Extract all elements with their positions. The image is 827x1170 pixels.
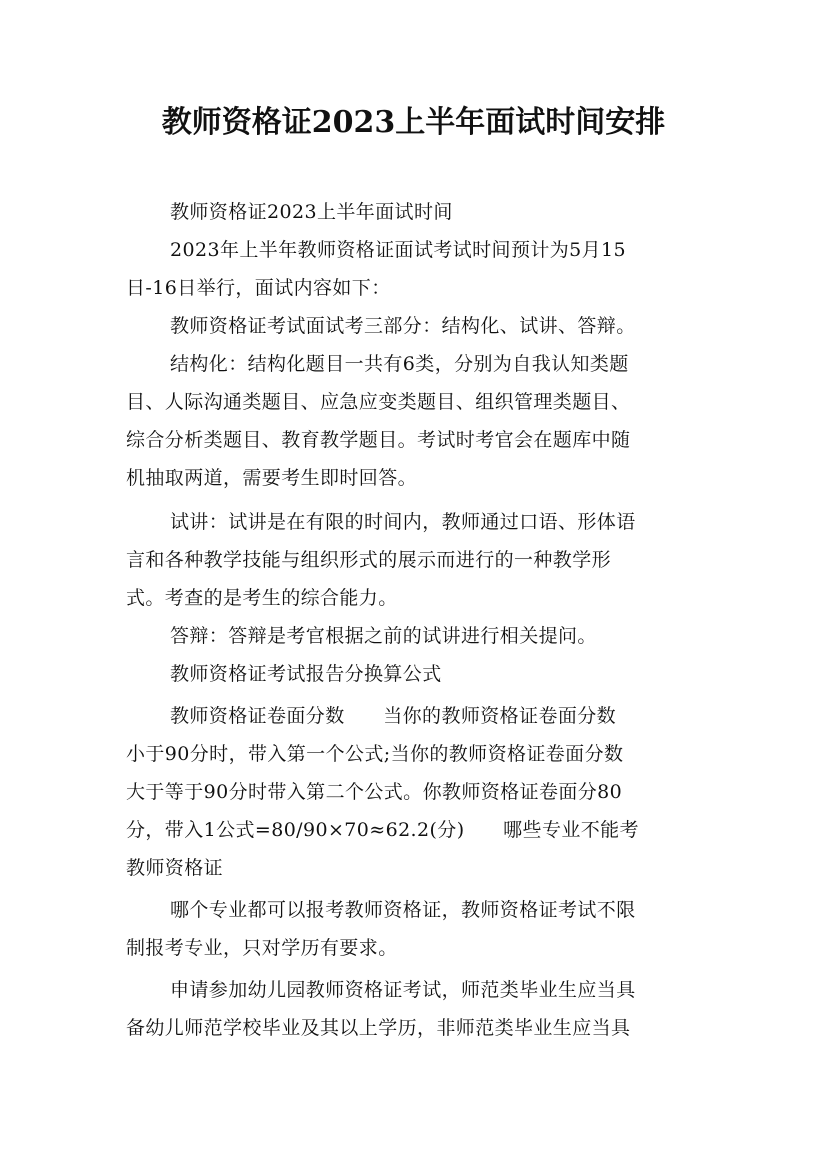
paragraph-line: 小于90分时，带入第一个公式;当你的教师资格证卷面分数	[126, 743, 624, 765]
paragraph-line: 目、人际沟通类题目、应急应变类题目、组织管理类题目、	[126, 391, 631, 413]
paragraph-line: 教师资格证考试报告分换算公式	[170, 663, 442, 685]
paragraph-line: 教师资格证2023上半年面试时间	[170, 201, 453, 223]
paragraph-line: 教师资格证	[126, 857, 224, 879]
paragraph-line: 申请参加幼儿园教师资格证考试，师范类毕业生应当具	[170, 979, 636, 1001]
paragraph-line: 结构化：结构化题目一共有6类，分别为自我认知类题	[170, 353, 629, 375]
paragraph-line: 答辩：答辩是考官根据之前的试讲进行相关提问。	[170, 625, 597, 647]
paragraph-line: 哪个专业都可以报考教师资格证，教师资格证考试不限	[170, 899, 636, 921]
paragraph-line: 式。考查的是考生的综合能力。	[126, 587, 398, 609]
paragraph-line: 试讲：试讲是在有限的时间内，教师通过口语、形体语	[170, 511, 636, 533]
document-title: 教师资格证2023上半年面试时间安排	[161, 105, 666, 140]
paragraph-line: 大于等于90分时带入第二个公式。你教师资格证卷面分80	[126, 781, 623, 803]
paragraph-line: 日-16日举行，面试内容如下：	[126, 277, 391, 299]
paragraph-line: 教师资格证卷面分数 当你的教师资格证卷面分数	[170, 705, 617, 727]
paragraph-line: 分，带入1公式=80/90×70≈62.2(分) 哪些专业不能考	[126, 819, 639, 841]
paragraph-line: 教师资格证考试面试考三部分：结构化、试讲、答辩。	[170, 315, 636, 337]
paragraph-line: 综合分析类题目、教育教学题目。考试时考官会在题库中随	[126, 429, 631, 451]
paragraph-line: 2023年上半年教师资格证面试考试时间预计为5月15	[170, 239, 627, 261]
paragraph-line: 制报考专业，只对学历有要求。	[126, 937, 398, 959]
paragraph-line: 机抽取两道，需要考生即时回答。	[126, 467, 418, 489]
paragraph-line: 言和各种教学技能与组织形式的展示而进行的一种教学形	[126, 549, 612, 571]
paragraph-line: 备幼儿师范学校毕业及其以上学历，非师范类毕业生应当具	[126, 1017, 631, 1039]
